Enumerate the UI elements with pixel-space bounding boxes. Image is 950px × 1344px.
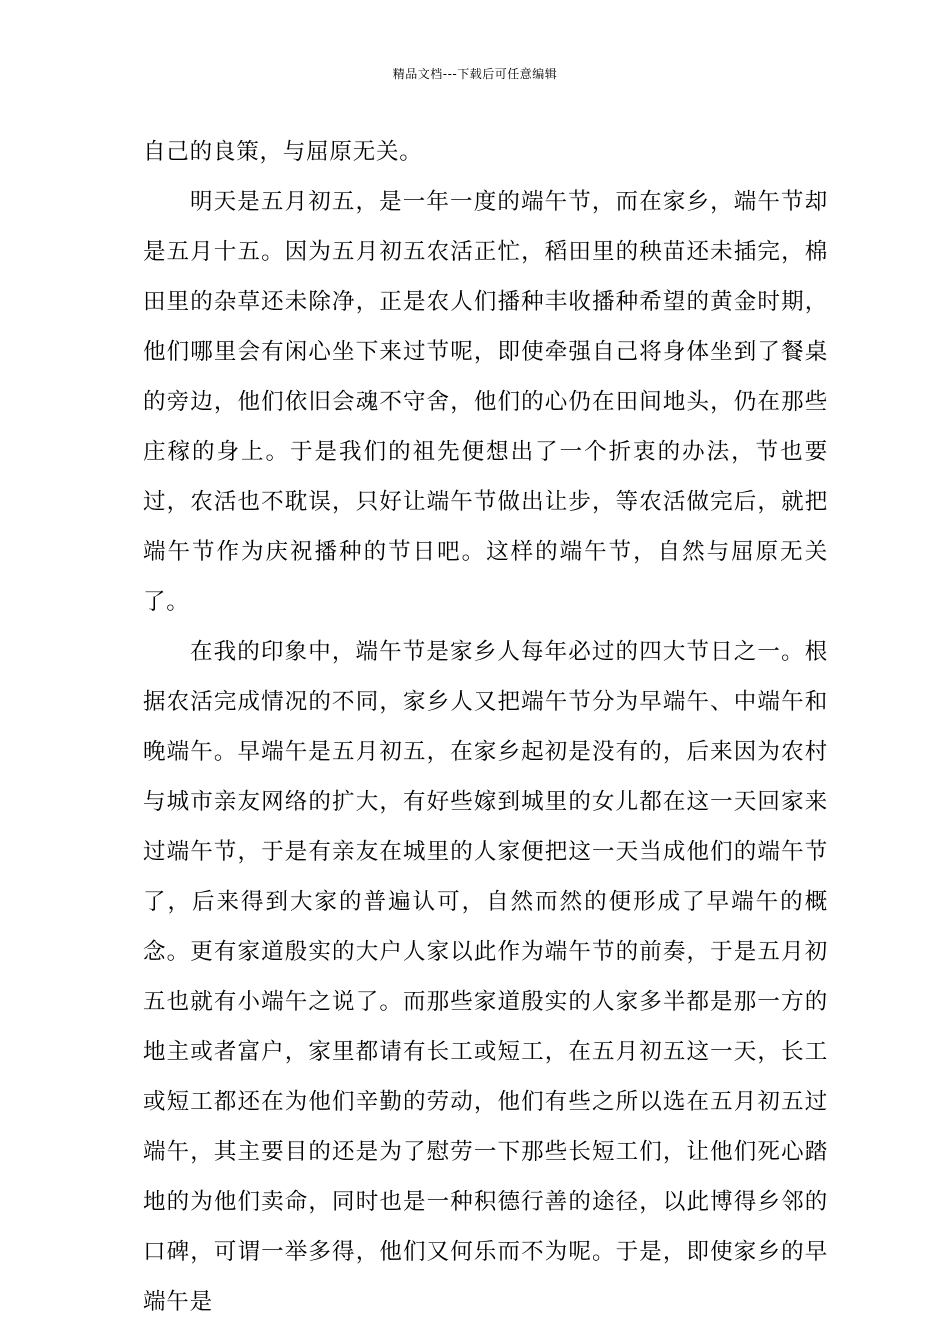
paragraph-1: 自己的良策，与屈原无关。 [143, 139, 423, 165]
paragraph-2: 明天是五月初五，是一年一度的端午节，而在家乡，端午节却是五月十五。因为五月初五农活正忙，稻田里的秧苗还未插完，棉田里的杂草还未除净，正是农人们播种丰收播种希望的黄金时期，他们哪里会有闲心坐下来过节呢，即使牵强自己将身体坐到了餐桌的旁边，他们依旧会魂不守舍，他们的心仍在田间地头，仍在那些庄稼的身上。于是我们的祖先便想出了一个折衷的办法，节也要过，农活也不耽误，只好让端午节做出让步，等农活做完后，就把端午节作为庆祝播种的节日吧。这样的端午节，自然与屈原无关了。 [143, 189, 828, 615]
page-header: 精品文档---下载后可任意编辑 [392, 67, 558, 81]
paragraph-3: 在我的印象中，端午节是家乡人每年必过的四大节日之一。根据农活完成情况的不同，家乡人又把端午节分为早端午、中端午和晚端午。早端午是五月初五，在家乡起初是没有的，后来因为农村与城市亲友网络的扩大，有好些嫁到城里的女儿都在这一天回家来过端午节，于是有亲友在城里的人家便把这一天当成他们的端午节了，后来得到大家的普遍认可，自然而然的便形成了早端午的概念。更有家道殷实的大户人家以此作为端午节的前奏，于是五月初五也就有小端午之说了。而那些家道殷实的人家多半都是那一方的地主或者富户，家里都请有长工或短工，在五月初五这一天，长工或短工都还在为他们辛勤的劳动，他们有些之所以选在五月初五过端午，其主要目的还是为了慰劳一下那些长短工们，让他们死心踏地的为他们卖命，同时也是一种积德行善的途径，以此博得乡邻的口碑，可谓一举多得，他们又何乐而不为呢。于是，即使家乡的早端午是 [143, 639, 828, 1315]
document-body [143, 127, 828, 1327]
